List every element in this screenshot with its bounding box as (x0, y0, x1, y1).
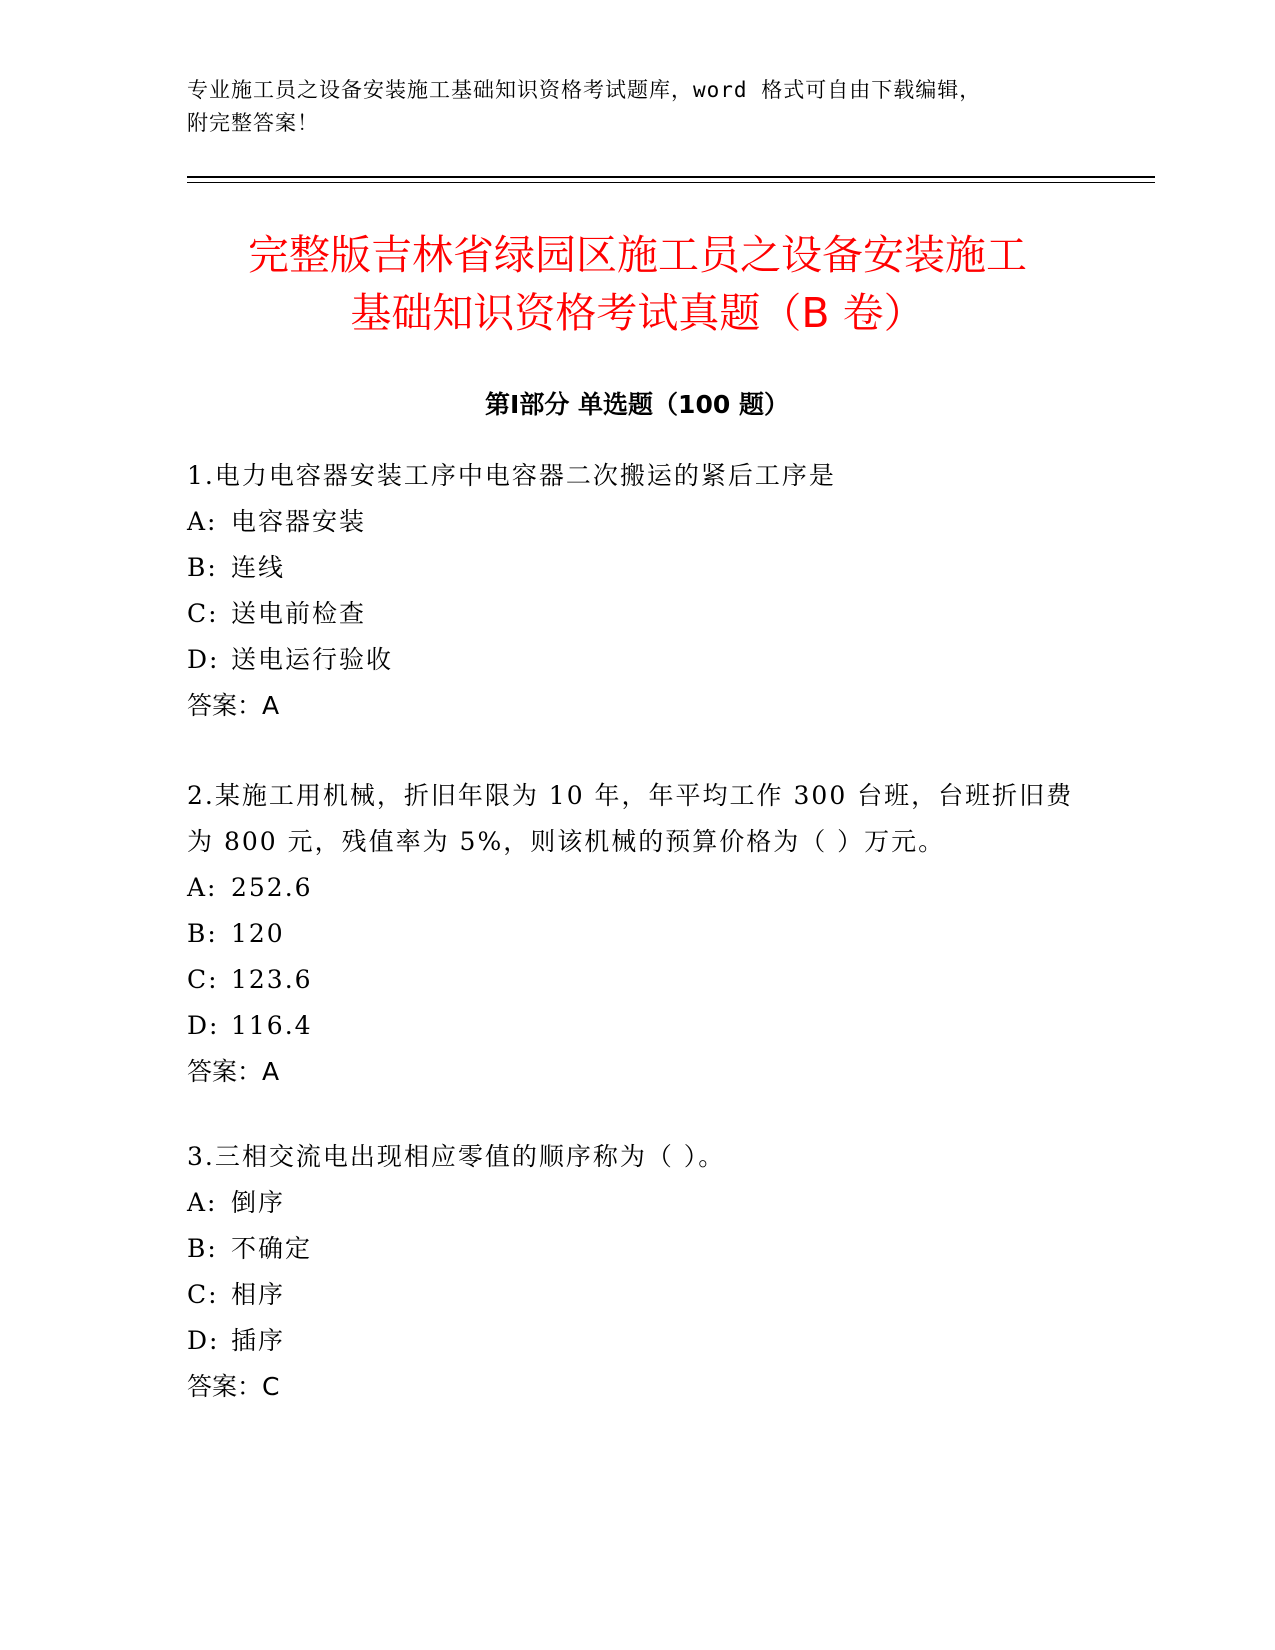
option-d (187, 637, 1087, 683)
option-text: 123.6 (231, 965, 313, 994)
question-text: 1.电力电容器安装工序中电容器二次搬运的紧后工序是 (187, 461, 836, 490)
document-title-line-1: 完整版吉林省绿园区施工员之设备安装施工 (248, 231, 1027, 279)
option-key: A: (187, 873, 218, 902)
option-text: 倒序 (231, 1188, 286, 1217)
option-key: B: (187, 553, 218, 582)
option-key: A: (187, 507, 218, 536)
option-text: 送电前检查 (231, 599, 367, 628)
header-divider-thin (187, 182, 1155, 183)
option-b (187, 911, 1087, 957)
option-c (187, 957, 1087, 1003)
question-text: 2.某施工用机械，折旧年限为 10 年，年平均工作 300 台班，台班折旧费为 800 元，残值率为 5%，则该机械的预算价格为（ ）万元。 (187, 781, 1074, 856)
option-text: 插序 (231, 1326, 286, 1355)
header-note-line-2: 附完整答案！ (187, 111, 319, 135)
option-a (187, 1180, 1087, 1226)
answer: 答案：C (187, 1372, 280, 1401)
question-3 (187, 1134, 1087, 1410)
question-2 (187, 773, 1087, 1095)
option-text: 连线 (231, 553, 286, 582)
option-d (187, 1318, 1087, 1364)
document-title-line-2: 基础知识资格考试真题（B 卷） (350, 289, 925, 337)
answer: 答案：A (187, 1057, 280, 1086)
question-text: 3.三相交流电出现相应零值的顺序称为（ ）。 (187, 1142, 726, 1171)
option-a (187, 499, 1087, 545)
option-key: B: (187, 1234, 218, 1263)
option-key: C: (187, 1280, 219, 1309)
header-note (187, 74, 1087, 140)
option-d (187, 1003, 1087, 1049)
option-text: 120 (231, 919, 285, 948)
header-divider-thick (187, 176, 1155, 178)
option-c (187, 1272, 1087, 1318)
option-key: D: (187, 1011, 220, 1040)
document-title (150, 226, 1125, 342)
option-text: 相序 (231, 1280, 286, 1309)
option-c (187, 591, 1087, 637)
option-key: A: (187, 1188, 218, 1217)
header-note-line-1: 专业施工员之设备安装施工基础知识资格考试题库，word 格式可自由下载编辑， (187, 78, 982, 102)
option-key: D: (187, 645, 220, 674)
option-text: 252.6 (231, 873, 313, 902)
section-title: 第Ⅰ部分 单选题（100 题） (485, 390, 789, 419)
option-b (187, 545, 1087, 591)
option-key: C: (187, 965, 219, 994)
option-key: B: (187, 919, 218, 948)
option-a (187, 865, 1087, 911)
option-text: 送电运行验收 (231, 645, 394, 674)
question-1 (187, 453, 1087, 729)
option-key: D: (187, 1326, 220, 1355)
option-b (187, 1226, 1087, 1272)
option-text: 不确定 (231, 1234, 313, 1263)
answer: 答案：A (187, 691, 280, 720)
option-key: C: (187, 599, 219, 628)
option-text: 电容器安装 (231, 507, 367, 536)
option-text: 116.4 (231, 1011, 313, 1040)
